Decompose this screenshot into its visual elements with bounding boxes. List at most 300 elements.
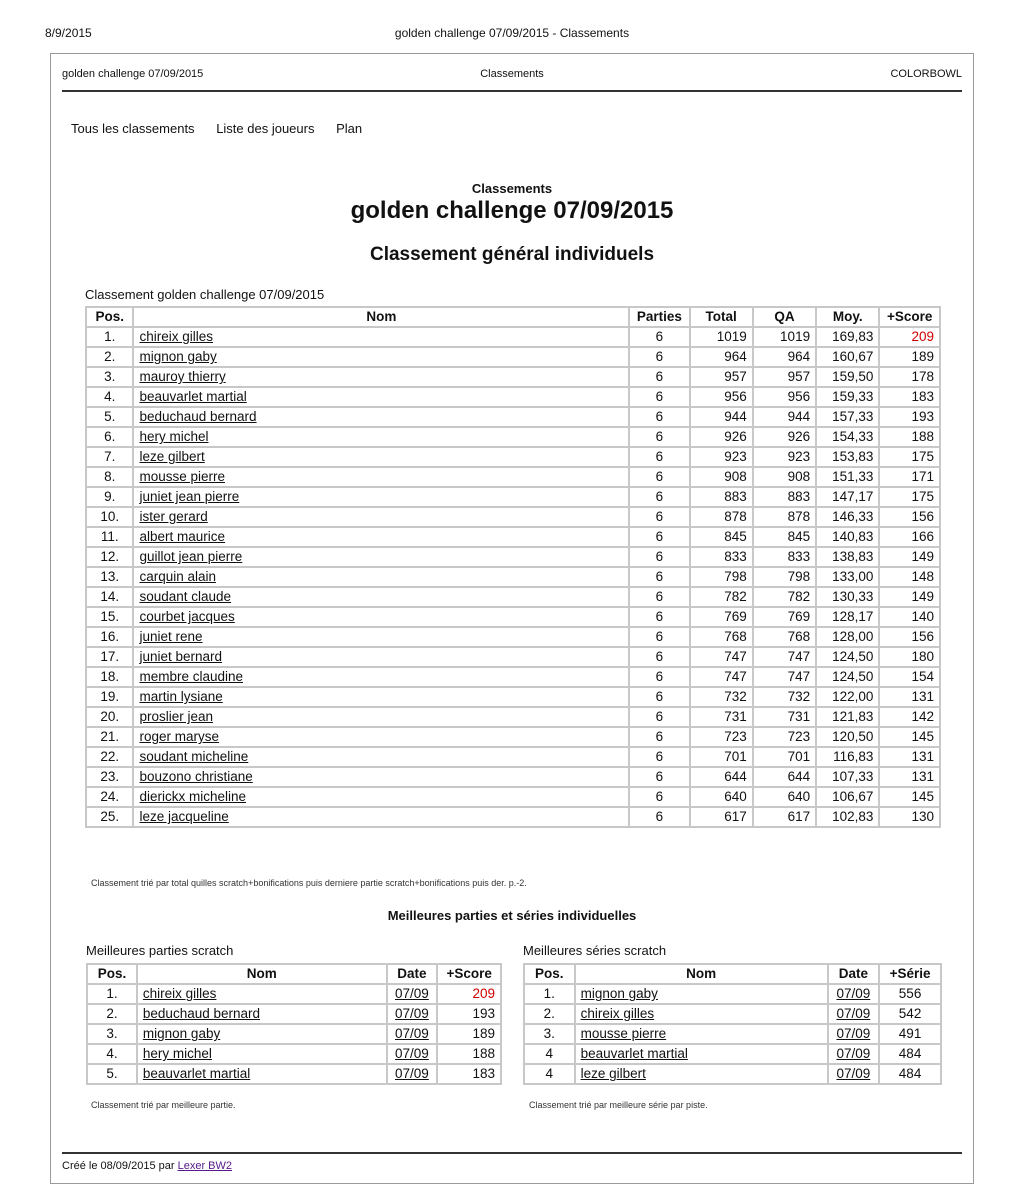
games-cell <box>387 1004 438 1024</box>
ranking-cell: 6 <box>629 727 689 747</box>
ranking-cell: 908 <box>753 467 816 487</box>
ranking-cell <box>133 347 629 367</box>
games-cell: 2. <box>87 1004 137 1024</box>
nav-player-list[interactable]: Liste des joueurs <box>216 121 315 136</box>
player-link[interactable]: beauvarlet martial <box>580 1046 688 1061</box>
ranking-cell: 160,67 <box>816 347 879 367</box>
ranking-cell: 130 <box>879 807 940 827</box>
ranking-row <box>86 767 940 787</box>
ranking-cell: 124,50 <box>816 647 879 667</box>
ranking-cell: 12. <box>86 547 133 567</box>
ranking-cell: 782 <box>690 587 753 607</box>
series-cell: 3. <box>524 1024 575 1044</box>
ranking-cell: 188 <box>879 427 940 447</box>
player-link[interactable]: chireix gilles <box>139 329 213 344</box>
ranking-header-5: Moy. <box>816 307 879 327</box>
ranking-row <box>86 387 940 407</box>
date-link[interactable]: 07/09 <box>836 1066 871 1081</box>
ranking-cell: 154 <box>879 667 940 687</box>
series-cell: 484 <box>879 1044 941 1064</box>
series-cell <box>828 1024 880 1044</box>
player-link[interactable]: dierickx micheline <box>139 789 247 804</box>
ranking-cell: 147,17 <box>816 487 879 507</box>
date-link[interactable]: 07/09 <box>836 986 871 1001</box>
series-header-0: Pos. <box>524 964 575 984</box>
ranking-cell: 7. <box>86 447 133 467</box>
player-link[interactable]: albert maurice <box>139 529 226 544</box>
ranking-cell: 131 <box>879 767 940 787</box>
best-games-table <box>86 963 502 1085</box>
ranking-cell: 183 <box>879 387 940 407</box>
ranking-row <box>86 707 940 727</box>
ranking-cell <box>133 647 629 667</box>
player-link[interactable]: mauroy thierry <box>139 369 226 384</box>
series-cell <box>575 1064 828 1084</box>
footer-link[interactable]: Lexer BW2 <box>177 1160 233 1172</box>
series-cell: 542 <box>879 1004 941 1024</box>
ranking-cell: 19. <box>86 687 133 707</box>
nav-all-rankings[interactable]: Tous les classements <box>71 121 195 136</box>
ranking-cell <box>133 807 629 827</box>
games-row <box>87 1044 501 1064</box>
ranking-cell: 8. <box>86 467 133 487</box>
ranking-cell: 24. <box>86 787 133 807</box>
ranking-cell: 5. <box>86 407 133 427</box>
ranking-cell: 153,83 <box>816 447 879 467</box>
ranking-cell: 6 <box>629 647 689 667</box>
ranking-cell: 102,83 <box>816 807 879 827</box>
ranking-cell: 883 <box>753 487 816 507</box>
player-link[interactable]: juniet jean pierre <box>139 489 240 504</box>
player-link[interactable]: carquin alain <box>139 569 217 584</box>
footer-text: Créé le 08/09/2015 par <box>62 1160 175 1172</box>
ranking-cell: 14. <box>86 587 133 607</box>
ranking-cell: 154,33 <box>816 427 879 447</box>
series-cell <box>828 1064 880 1084</box>
player-link[interactable]: mignon gaby <box>142 1026 221 1041</box>
games-cell <box>137 1024 387 1044</box>
ranking-cell: 149 <box>879 547 940 567</box>
player-link[interactable]: beauvarlet martial <box>139 389 247 404</box>
ranking-cell: 833 <box>690 547 753 567</box>
series-row <box>524 984 941 1004</box>
ranking-cell: 833 <box>753 547 816 567</box>
player-link[interactable]: chireix gilles <box>142 986 217 1001</box>
ranking-cell: 701 <box>690 747 753 767</box>
series-row <box>524 1044 941 1064</box>
ranking-cell: 640 <box>753 787 816 807</box>
ranking-cell: 957 <box>753 367 816 387</box>
ranking-cell <box>133 527 629 547</box>
ranking-cell: 1. <box>86 327 133 347</box>
ranking-cell: 146,33 <box>816 507 879 527</box>
ranking-header-1: Nom <box>133 307 629 327</box>
ranking-cell: 798 <box>753 567 816 587</box>
date-link[interactable]: 07/09 <box>395 1046 429 1061</box>
ranking-cell <box>133 767 629 787</box>
ranking-cell: 21. <box>86 727 133 747</box>
ranking-cell <box>133 367 629 387</box>
ranking-cell: 617 <box>690 807 753 827</box>
games-cell <box>387 1044 438 1064</box>
ranking-cell: 6 <box>629 807 689 827</box>
ranking-cell: 964 <box>753 347 816 367</box>
games-cell: 209 <box>437 984 501 1004</box>
ranking-cell: 178 <box>879 367 940 387</box>
ranking-cell: 120,50 <box>816 727 879 747</box>
ranking-cell: 644 <box>753 767 816 787</box>
ranking-cell: 6 <box>629 687 689 707</box>
ranking-cell: 6 <box>629 387 689 407</box>
ranking-header-0: Pos. <box>86 307 133 327</box>
games-header-2: Date <box>387 964 438 984</box>
player-link[interactable]: leze jacqueline <box>139 809 229 824</box>
ranking-cell: 723 <box>753 727 816 747</box>
ranking-cell <box>133 787 629 807</box>
best-section-title: Meilleures parties et séries individuelles <box>387 908 637 923</box>
ranking-cell: 6 <box>629 507 689 527</box>
ranking-cell: 159,50 <box>816 367 879 387</box>
series-cell <box>575 1044 828 1064</box>
series-cell: 1. <box>524 984 575 1004</box>
best-games-caption: Meilleures parties scratch <box>86 943 234 958</box>
series-cell: 2. <box>524 1004 575 1024</box>
date-link[interactable]: 07/09 <box>836 1046 871 1061</box>
ranking-row <box>86 327 940 347</box>
player-link[interactable]: beauvarlet martial <box>142 1066 251 1081</box>
ranking-cell: 166 <box>879 527 940 547</box>
ranking-cell: 6 <box>629 547 689 567</box>
games-cell: 4. <box>87 1044 137 1064</box>
date-link[interactable]: 07/09 <box>395 1066 429 1081</box>
ranking-cell: 156 <box>879 507 940 527</box>
ranking-row <box>86 787 940 807</box>
ranking-row <box>86 447 940 467</box>
ranking-cell: 15. <box>86 607 133 627</box>
ranking-cell: 701 <box>753 747 816 767</box>
games-row <box>87 1064 501 1084</box>
games-cell <box>387 984 438 1004</box>
player-link[interactable]: chireix gilles <box>580 1006 655 1021</box>
player-link[interactable]: roger maryse <box>139 729 219 744</box>
ranking-cell: 845 <box>753 527 816 547</box>
ranking-cell: 957 <box>690 367 753 387</box>
player-link[interactable]: mousse pierre <box>139 469 226 484</box>
ranking-cell: 6 <box>629 667 689 687</box>
ranking-cell: 6 <box>629 787 689 807</box>
ranking-cell: 964 <box>690 347 753 367</box>
ranking-cell <box>133 727 629 747</box>
ranking-cell: 6. <box>86 427 133 447</box>
player-link[interactable]: guillot jean pierre <box>139 549 243 564</box>
series-cell: 4 <box>524 1044 575 1064</box>
ranking-row <box>86 587 940 607</box>
ranking-cell: 17. <box>86 647 133 667</box>
date-link[interactable]: 07/09 <box>395 986 429 1001</box>
player-link[interactable]: mignon gaby <box>580 986 658 1001</box>
player-link[interactable]: beduchaud bernard <box>142 1006 261 1021</box>
player-link[interactable]: leze gilbert <box>139 449 205 464</box>
ranking-row <box>86 407 940 427</box>
ranking-cell: 151,33 <box>816 467 879 487</box>
series-cell <box>828 1044 880 1064</box>
player-link[interactable]: juniet bernard <box>139 649 223 664</box>
nav-plan[interactable]: Plan <box>336 121 363 136</box>
ranking-cell: 878 <box>753 507 816 527</box>
date-link[interactable]: 07/09 <box>836 1026 871 1041</box>
ranking-cell: 883 <box>690 487 753 507</box>
ranking-row <box>86 487 940 507</box>
player-link[interactable]: soudant claude <box>139 589 232 604</box>
main-table-caption: Classement golden challenge 07/09/2015 <box>85 287 325 302</box>
ranking-cell: 140,83 <box>816 527 879 547</box>
ranking-cell: 121,83 <box>816 707 879 727</box>
ranking-row <box>86 567 940 587</box>
best-series-note: Classement trié par meilleure série par piste. <box>529 1100 708 1110</box>
ranking-row <box>86 527 940 547</box>
ranking-cell: 106,67 <box>816 787 879 807</box>
games-row <box>87 1004 501 1024</box>
ranking-cell: 769 <box>753 607 816 627</box>
player-link[interactable]: mignon gaby <box>139 349 217 364</box>
ranking-row <box>86 807 940 827</box>
series-row <box>524 1064 941 1084</box>
ranking-cell: 6 <box>629 527 689 547</box>
series-cell: 484 <box>879 1064 941 1084</box>
best-series-table <box>523 963 942 1085</box>
ranking-cell: 159,33 <box>816 387 879 407</box>
ranking-cell: 142 <box>879 707 940 727</box>
games-header-0: Pos. <box>87 964 137 984</box>
ranking-cell: 157,33 <box>816 407 879 427</box>
player-link[interactable]: membre claudine <box>139 669 244 684</box>
ranking-cell: 731 <box>690 707 753 727</box>
ranking-cell: 6 <box>629 347 689 367</box>
ranking-header-2: Parties <box>629 307 689 327</box>
ranking-cell: 798 <box>690 567 753 587</box>
ranking-cell: 6 <box>629 407 689 427</box>
ranking-cell: 6 <box>629 767 689 787</box>
games-row <box>87 1024 501 1044</box>
ranking-cell: 782 <box>753 587 816 607</box>
ranking-cell: 640 <box>690 787 753 807</box>
ranking-cell <box>133 447 629 467</box>
ranking-cell: 1019 <box>690 327 753 347</box>
games-cell: 189 <box>437 1024 501 1044</box>
games-cell: 183 <box>437 1064 501 1084</box>
ranking-cell: 923 <box>753 447 816 467</box>
series-cell <box>575 1024 828 1044</box>
ranking-note: Classement trié par total quilles scratch+bonifications puis derniere partie scratch+bonifications puis der. p.-2. <box>91 878 527 888</box>
ranking-cell <box>133 467 629 487</box>
games-cell: 188 <box>437 1044 501 1064</box>
ranking-cell <box>133 747 629 767</box>
date-link[interactable]: 07/09 <box>395 1006 429 1021</box>
ranking-cell: 6 <box>629 447 689 467</box>
ranking-cell: 944 <box>753 407 816 427</box>
ranking-cell <box>133 327 629 347</box>
ranking-cell: 6 <box>629 607 689 627</box>
ranking-cell: 768 <box>753 627 816 647</box>
player-link[interactable]: ister gerard <box>139 509 208 524</box>
ranking-cell: 131 <box>879 687 940 707</box>
ranking-cell: 926 <box>753 427 816 447</box>
games-cell: 193 <box>437 1004 501 1024</box>
ranking-cell: 124,50 <box>816 667 879 687</box>
ranking-cell: 878 <box>690 507 753 527</box>
ranking-cell: 944 <box>690 407 753 427</box>
ranking-cell: 731 <box>753 707 816 727</box>
player-link[interactable]: soudant micheline <box>139 749 249 764</box>
games-header-1: Nom <box>137 964 387 984</box>
player-link[interactable]: martin lysiane <box>139 689 223 704</box>
ranking-row <box>86 507 940 527</box>
player-link[interactable]: juniet rene <box>139 629 203 644</box>
ranking-cell: 138,83 <box>816 547 879 567</box>
player-link[interactable]: hery michel <box>139 429 209 444</box>
ranking-cell: 209 <box>879 327 940 347</box>
ranking-cell: 908 <box>690 467 753 487</box>
ranking-cell <box>133 547 629 567</box>
player-link[interactable]: bouzono christiane <box>139 769 253 784</box>
ranking-cell <box>133 627 629 647</box>
ranking-cell: 133,00 <box>816 567 879 587</box>
ranking-cell <box>133 667 629 687</box>
ranking-cell <box>133 507 629 527</box>
ranking-cell: 6 <box>629 567 689 587</box>
player-link[interactable]: leze gilbert <box>580 1066 646 1081</box>
ranking-cell: 193 <box>879 407 940 427</box>
player-link[interactable]: hery michel <box>142 1046 212 1061</box>
ranking-row <box>86 427 940 447</box>
ranking-cell: 171 <box>879 467 940 487</box>
ranking-cell: 747 <box>753 667 816 687</box>
games-cell <box>387 1024 438 1044</box>
ranking-cell: 845 <box>690 527 753 547</box>
ranking-cell: 956 <box>753 387 816 407</box>
series-cell <box>828 984 880 1004</box>
ranking-cell: 130,33 <box>816 587 879 607</box>
best-series-caption: Meilleures séries scratch <box>523 943 667 958</box>
series-cell <box>828 1004 880 1024</box>
games-cell: 5. <box>87 1064 137 1084</box>
games-cell <box>137 984 387 1004</box>
player-link[interactable]: proslier jean <box>139 709 214 724</box>
ranking-cell: 6 <box>629 467 689 487</box>
ranking-cell: 732 <box>753 687 816 707</box>
ranking-cell: 747 <box>690 667 753 687</box>
ranking-cell: 2. <box>86 347 133 367</box>
ranking-cell: 131 <box>879 747 940 767</box>
series-row <box>524 1024 941 1044</box>
ranking-cell: 23. <box>86 767 133 787</box>
ranking-cell <box>133 407 629 427</box>
ranking-row <box>86 367 940 387</box>
games-header-3: +Score <box>437 964 501 984</box>
date-link[interactable]: 07/09 <box>836 1006 871 1021</box>
series-cell <box>575 1004 828 1024</box>
ranking-cell: 116,83 <box>816 747 879 767</box>
ranking-cell: 169,83 <box>816 327 879 347</box>
ranking-cell: 956 <box>690 387 753 407</box>
ranking-cell: 11. <box>86 527 133 547</box>
ranking-cell: 156 <box>879 627 940 647</box>
ranking-row <box>86 747 940 767</box>
ranking-cell <box>133 387 629 407</box>
ranking-cell: 25. <box>86 807 133 827</box>
ranking-cell: 128,00 <box>816 627 879 647</box>
page-heading <box>51 181 973 266</box>
series-cell <box>575 984 828 1004</box>
ranking-cell: 926 <box>690 427 753 447</box>
print-date: 8/9/2015 <box>45 26 92 40</box>
ranking-row <box>86 467 940 487</box>
ranking-cell <box>133 567 629 587</box>
best-games-note: Classement trié par meilleure partie. <box>91 1100 236 1110</box>
series-cell: 491 <box>879 1024 941 1044</box>
games-cell <box>387 1064 438 1084</box>
ranking-cell: 148 <box>879 567 940 587</box>
ranking-cell <box>133 687 629 707</box>
ranking-cell: 723 <box>690 727 753 747</box>
games-row <box>87 984 501 1004</box>
ranking-cell: 107,33 <box>816 767 879 787</box>
ranking-header-3: Total <box>690 307 753 327</box>
ranking-cell: 6 <box>629 627 689 647</box>
ranking-cell: 128,17 <box>816 607 879 627</box>
heading-event: golden challenge 07/09/2015 <box>350 197 674 224</box>
ranking-cell: 10. <box>86 507 133 527</box>
ranking-row <box>86 687 940 707</box>
games-cell: 1. <box>87 984 137 1004</box>
ranking-cell: 6 <box>629 707 689 727</box>
ranking-cell: 923 <box>690 447 753 467</box>
ranking-cell: 6 <box>629 587 689 607</box>
games-cell: 3. <box>87 1024 137 1044</box>
ranking-cell: 6 <box>629 427 689 447</box>
ranking-row <box>86 347 940 367</box>
ranking-cell: 4. <box>86 387 133 407</box>
date-link[interactable]: 07/09 <box>395 1026 429 1041</box>
heading-ranking: Classement général individuels <box>369 244 655 265</box>
series-header-2: Date <box>828 964 880 984</box>
ranking-table <box>85 306 941 828</box>
games-cell <box>137 1044 387 1064</box>
ranking-cell <box>133 707 629 727</box>
ranking-row <box>86 647 940 667</box>
print-title: golden challenge 07/09/2015 - Classements <box>394 26 630 40</box>
topbar-section: Classements <box>480 68 544 80</box>
ranking-cell: 175 <box>879 487 940 507</box>
ranking-cell: 18. <box>86 667 133 687</box>
ranking-cell: 122,00 <box>816 687 879 707</box>
ranking-cell <box>133 587 629 607</box>
ranking-cell: 6 <box>629 747 689 767</box>
ranking-cell: 189 <box>879 347 940 367</box>
player-link[interactable]: mousse pierre <box>580 1026 667 1041</box>
ranking-cell: 22. <box>86 747 133 767</box>
ranking-cell: 1019 <box>753 327 816 347</box>
ranking-cell: 3. <box>86 367 133 387</box>
ranking-cell: 16. <box>86 627 133 647</box>
ranking-cell: 6 <box>629 367 689 387</box>
ranking-header-4: QA <box>753 307 816 327</box>
player-link[interactable]: courbet jacques <box>139 609 235 624</box>
ranking-cell <box>133 427 629 447</box>
player-link[interactable]: beduchaud bernard <box>139 409 257 424</box>
ranking-row <box>86 727 940 747</box>
ranking-row <box>86 627 940 647</box>
